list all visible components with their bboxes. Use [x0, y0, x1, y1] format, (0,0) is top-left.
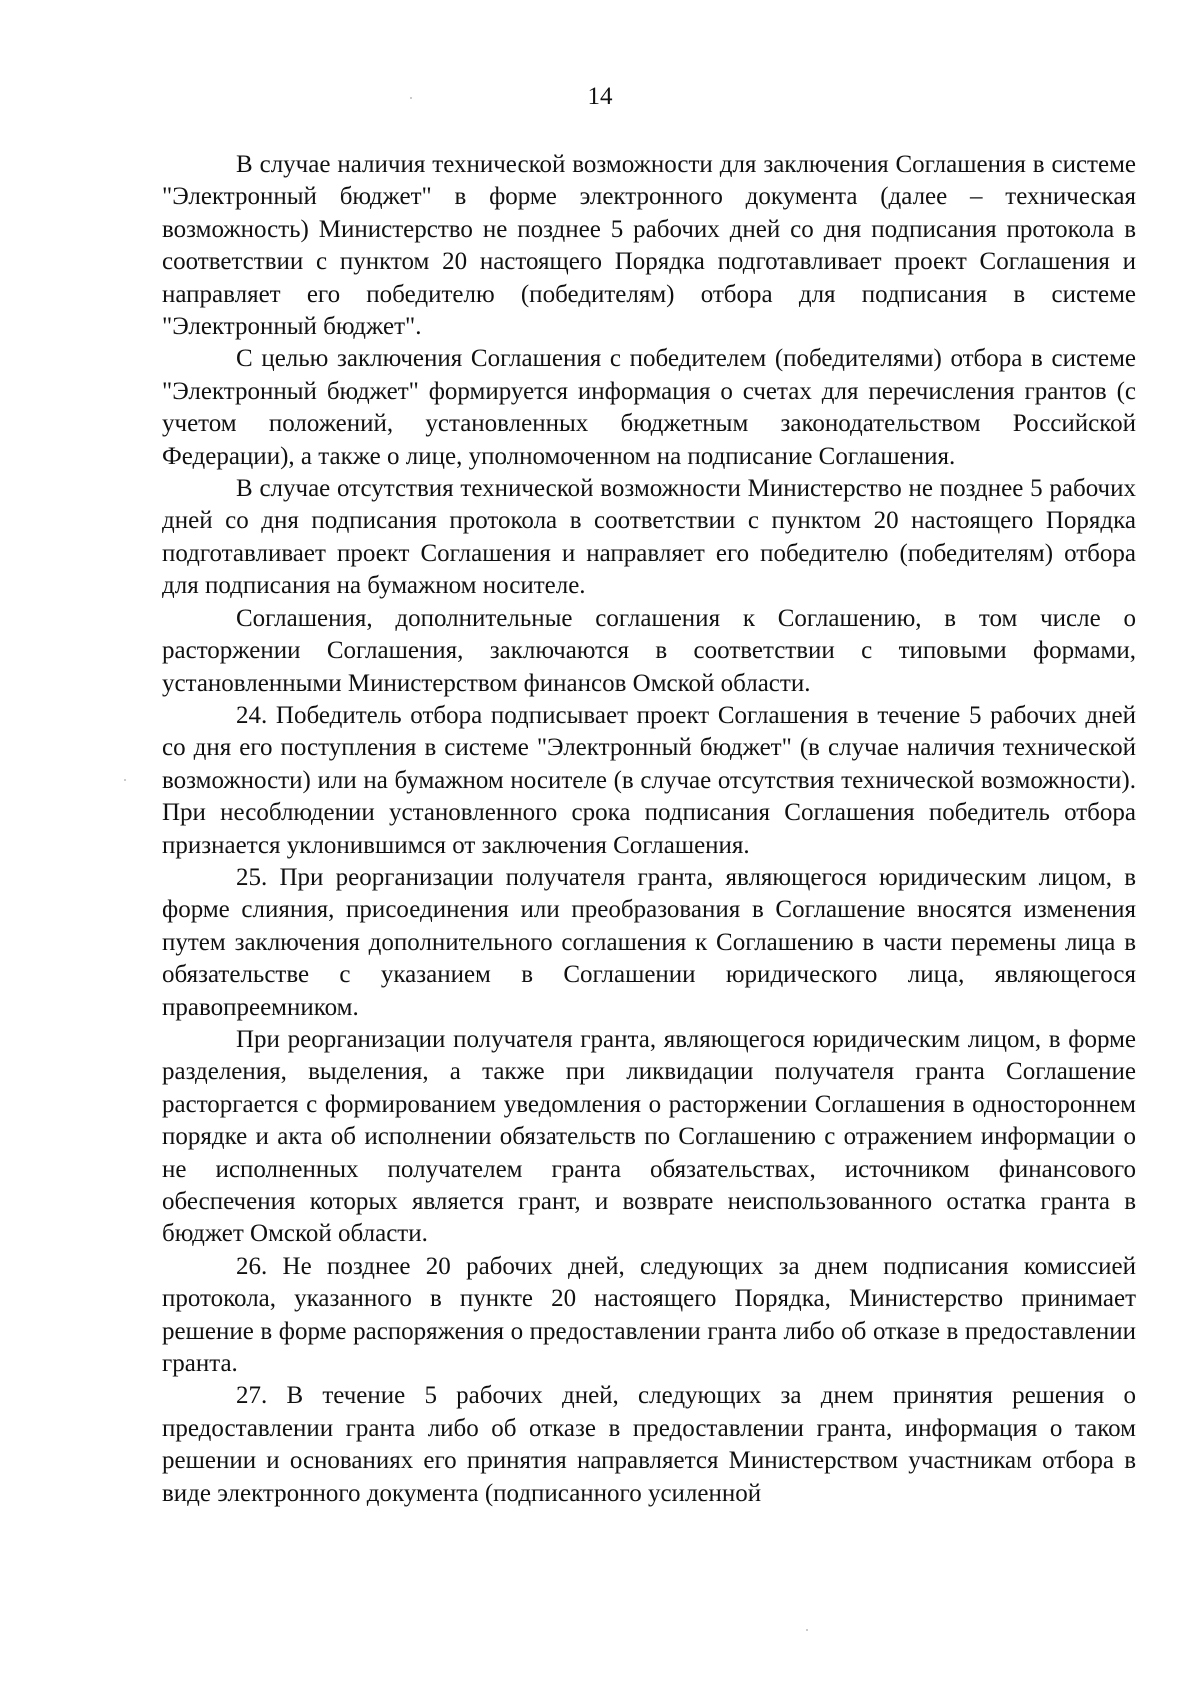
scan-speck	[806, 1629, 808, 1631]
paragraph-item-25: 25. При реорганизации получателя гранта, являющегося юридическим лицом, в форме слияния, присоединения или преобразования в Соглашение вносятся изменения путем заключения дополнительного соглашения к Соглашению в части перемены лица в обязательстве с указанием в Соглашении юридического лица, являющегося правопреемником.	[162, 863, 1136, 1021]
paragraph-item-24: 24. Победитель отбора подписывает проект Соглашения в течение 5 рабочих дней со дня его поступления в системе "Электронный бюджет" (в случае наличия технической возможности) или на бумажном носителе (в случае отсутствия технической возможности). При несоблюдении установленного срока подписания Соглашения победитель отбора признается уклонившимся от заключения Соглашения.	[162, 701, 1136, 859]
paragraph-no-technical-possibility: В случае отсутствия технической возможности Министерство не позднее 5 рабочих дней со дня подписания протокола в соответствии с пунктом 20 настоящего Порядка подготавливает проект Соглашения и направляет его победителю (победителям) отбора для подписания на бумажном носителе.	[162, 475, 1136, 600]
page-number: 14	[587, 83, 613, 110]
document-body	[162, 149, 1136, 1510]
paragraph-technical-possibility: В случае наличия технической возможности для заключения Соглашения в системе "Электронный бюджет" в форме электронного документа (далее – техническая возможность) Министерство не позднее 5 рабочих дней со дня подписания протокола в соответствии с пунктом 20 настоящего Порядка подготавливает проект Соглашения и направляет его победителю (победителям) отбора для подписания в системе "Электронный бюджет".	[162, 151, 1136, 341]
paragraph-item-26: 26. Не позднее 20 рабочих дней, следующих за днем подписания комиссией протокола, указанного в пункте 20 настоящего Порядка, Министерство принимает решение в форме распоряжения о предоставлении гранта либо об отказе в предоставлении гранта.	[162, 1252, 1136, 1378]
paragraph-account-information: С целью заключения Соглашения с победителем (победителями) отбора в системе "Электронный бюджет" формируется информация о счетах для перечисления грантов (с учетом положений, установленных бюджетным законодательством Российской Федерации), а также о лице, уполномоченном на подписание Соглашения.	[162, 345, 1136, 470]
scan-speck	[410, 97, 412, 99]
scan-speck	[124, 779, 126, 781]
paragraph-standard-forms: Соглашения, дополнительные соглашения к Соглашению, в том числе о расторжении Соглашения, заключаются в соответствии с типовыми формами, установленными Министерством финансов Омской области.	[162, 604, 1136, 697]
paragraph-item-25-termination: При реорганизации получателя гранта, являющегося юридическим лицом, в форме разделения, выделения, а также при ликвидации получателя гранта Соглашение расторгается с формированием уведомления о расторжении Соглашения в одностороннем порядке и акта об исполнении обязательств по Соглашению с отражением информации о не исполненных получателем гранта обязательствах, источником финансового обеспечения которых является грант, и возврате неиспользованного остатка гранта в бюджет Омской области.	[162, 1025, 1136, 1248]
paragraph-item-27: 27. В течение 5 рабочих дней, следующих за днем принятия решения о предоставлении гранта либо об отказе в предоставлении гранта, информация о таком решении и основаниях его принятия направляется Министерством участникам отбора в виде электронного документа (подписанного усиленной	[162, 1382, 1136, 1507]
